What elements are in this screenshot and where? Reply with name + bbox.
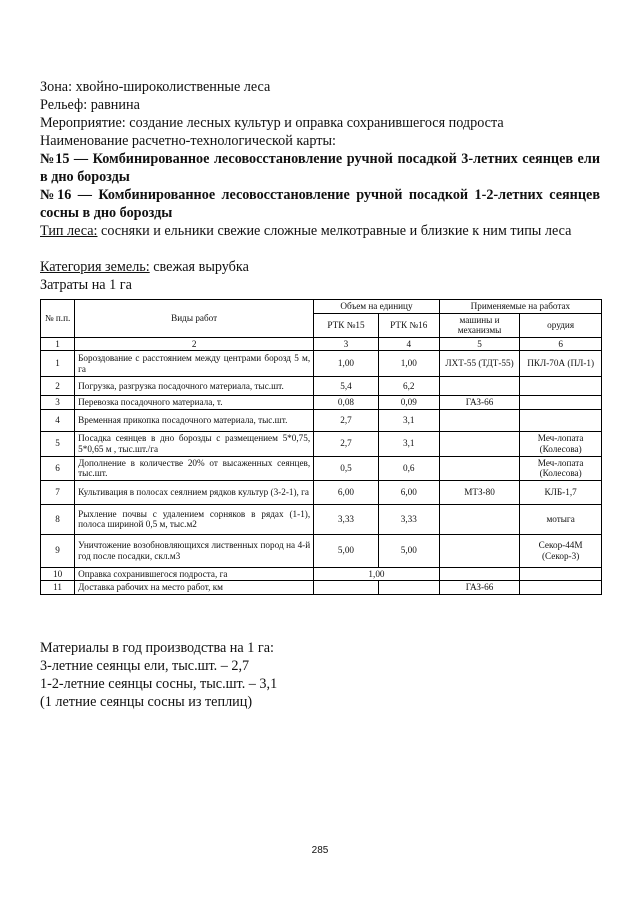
- page-number: 285: [311, 845, 329, 856]
- row-volume-merged: 1,00: [314, 567, 440, 581]
- row-v16: [378, 581, 439, 595]
- zone-line: Зона: хвойно-широколиственные леса: [40, 79, 271, 95]
- row-machines: [439, 431, 519, 456]
- column-number-row: [41, 337, 602, 351]
- forest-type-value: сосняки и ельники свежие сложные мелкотравные и близкие к ним типы леса: [97, 223, 572, 239]
- row-v15: 2,7: [314, 409, 379, 431]
- land-category-label: Категория земель:: [40, 259, 150, 275]
- row-v15: [314, 581, 379, 595]
- row-machines: [439, 456, 519, 480]
- table-row: [41, 534, 602, 567]
- header-applied: Применяемые на работах: [439, 300, 601, 314]
- row-work: Оправка сохранившегося подроста, га: [75, 567, 314, 581]
- colnum: 6: [520, 337, 602, 351]
- card15-title: №15 — Комбинированное лесовосстановление ручной посадкой 3-летних сеянцев ели в дно борозды: [40, 151, 600, 185]
- row-num: 3: [41, 396, 75, 410]
- row-v15: 1,00: [314, 351, 379, 377]
- row-tools: [520, 377, 602, 396]
- header-num: № п.п.: [41, 300, 75, 338]
- row-work: Рыхление почвы с удалением сорняков в рядах (1-1), полоса шириной 0,5 м, тыс.м2: [75, 504, 314, 534]
- land-category-value: свежая вырубка: [149, 259, 249, 275]
- row-tools: [520, 409, 602, 431]
- table-row: [41, 581, 602, 595]
- table-header-row: [41, 300, 602, 314]
- row-v15: 3,33: [314, 504, 379, 534]
- activity-line: Мероприятие: создание лесных культур и оправка сохранившегося подроста: [40, 115, 504, 131]
- row-work: Уничтожение возобновляющихся лиственных пород на 4-й год после посадки, скл.м3: [75, 534, 314, 567]
- colnum: 1: [41, 337, 75, 351]
- table-row: [41, 396, 602, 410]
- row-work: Посадка сеянцев в дно борозды с размещением 5*0,75, 5*0,65 м , тыс.шт./га: [75, 431, 314, 456]
- row-num: 9: [41, 534, 75, 567]
- table-row: [41, 351, 602, 377]
- row-v15: 5,00: [314, 534, 379, 567]
- forest-type-line: [40, 222, 600, 240]
- row-v15: 0,08: [314, 396, 379, 410]
- row-num: 4: [41, 409, 75, 431]
- row-work: Перевозка посадочного материала, т.: [75, 396, 314, 410]
- row-tools: Меч-лопата (Колесова): [520, 431, 602, 456]
- header-volume: Объем на единицу: [314, 300, 440, 314]
- materials-line-3: (1 летние сеянцы сосны из теплиц): [40, 694, 253, 710]
- row-tools: ПКЛ-70А (ПЛ-1): [520, 351, 602, 377]
- row-machines: [439, 377, 519, 396]
- row-num: 5: [41, 431, 75, 456]
- header-tools: орудия: [520, 313, 602, 337]
- forest-type-label: Тип леса:: [40, 223, 98, 239]
- row-work: Бороздование с расстоянием между центрами борозд 5 м, га: [75, 351, 314, 377]
- row-tools: [520, 581, 602, 595]
- colnum: 4: [378, 337, 439, 351]
- relief-line: Рельеф: равнина: [40, 97, 140, 113]
- row-work: Культивация в полосах сеялнием рядков культур (3-2-1), га: [75, 480, 314, 504]
- row-v16: 6,2: [378, 377, 439, 396]
- row-v16: 6,00: [378, 480, 439, 504]
- header-machines: машины и механизмы: [439, 313, 519, 337]
- row-machines: ГАЗ-66: [439, 581, 519, 595]
- materials-line-2: 1-2-летние сеянцы сосны, тыс.шт. – 3,1: [40, 676, 278, 692]
- colnum: 3: [314, 337, 379, 351]
- row-v16: 5,00: [378, 534, 439, 567]
- row-v15: 2,7: [314, 431, 379, 456]
- row-v16: 3,33: [378, 504, 439, 534]
- row-work: Погрузка, разгрузка посадочного материала, тыс.шт.: [75, 377, 314, 396]
- row-v15: 5,4: [314, 377, 379, 396]
- row-v16: 0,09: [378, 396, 439, 410]
- table-row: [41, 431, 602, 456]
- table-body: [41, 351, 602, 568]
- materials-line-1: 3-летние сеянцы ели, тыс.шт. – 2,7: [40, 658, 250, 674]
- row-v16: 1,00: [378, 351, 439, 377]
- row-v16: 3,1: [378, 431, 439, 456]
- row-tools: Секор-44М (Секор-3): [520, 534, 602, 567]
- costs-line: Затраты на 1 га: [40, 277, 132, 293]
- row-num: 8: [41, 504, 75, 534]
- table-row: [41, 480, 602, 504]
- row-num: 10: [41, 567, 75, 581]
- card16-title: №16 — Комбинированное лесовосстановление ручной посадкой 1-2-летних сеянцев сосны в дно борозды: [40, 187, 600, 221]
- row-machines: МТЗ-80: [439, 480, 519, 504]
- row-machines: [439, 504, 519, 534]
- table-row: [41, 377, 602, 396]
- row-work: Временная прикопка посадочного материала, тыс.шт.: [75, 409, 314, 431]
- row-tools: КЛБ-1,7: [520, 480, 602, 504]
- row-num: 6: [41, 456, 75, 480]
- card-name-line: Наименование расчетно-технологической карты:: [40, 133, 336, 149]
- row-tools: Меч-лопата (Колесова): [520, 456, 602, 480]
- row-num: 2: [41, 377, 75, 396]
- table-row: [41, 567, 602, 581]
- row-v16: 3,1: [378, 409, 439, 431]
- row-v16: 0,6: [378, 456, 439, 480]
- table-row: [41, 456, 602, 480]
- land-category-line: [40, 258, 600, 276]
- row-machines: [439, 534, 519, 567]
- materials-title: Материалы в год производства на 1 га:: [40, 640, 274, 656]
- row-machines: [439, 567, 519, 581]
- row-work: Доставка рабочих на место работ, км: [75, 581, 314, 595]
- row-num: 1: [41, 351, 75, 377]
- colnum: 5: [439, 337, 519, 351]
- table-row: [41, 409, 602, 431]
- row-machines: ГАЗ-66: [439, 396, 519, 410]
- row-v15: 6,00: [314, 480, 379, 504]
- header-works: Виды работ: [75, 300, 314, 338]
- row-tools: [520, 396, 602, 410]
- header-rtk16: РТК №16: [378, 313, 439, 337]
- row-num: 7: [41, 480, 75, 504]
- row-machines: ЛХТ-55 (ТДТ-55): [439, 351, 519, 377]
- colnum: 2: [75, 337, 314, 351]
- row-tools: мотыга: [520, 504, 602, 534]
- row-work: Дополнение в количестве 20% от высаженных сеянцев, тыс.шт.: [75, 456, 314, 480]
- row-v15: 0,5: [314, 456, 379, 480]
- row-machines: [439, 409, 519, 431]
- header-rtk15: РТК №15: [314, 313, 379, 337]
- row-num: 11: [41, 581, 75, 595]
- row-tools: [520, 567, 602, 581]
- works-table: [40, 299, 602, 595]
- table-row: [41, 504, 602, 534]
